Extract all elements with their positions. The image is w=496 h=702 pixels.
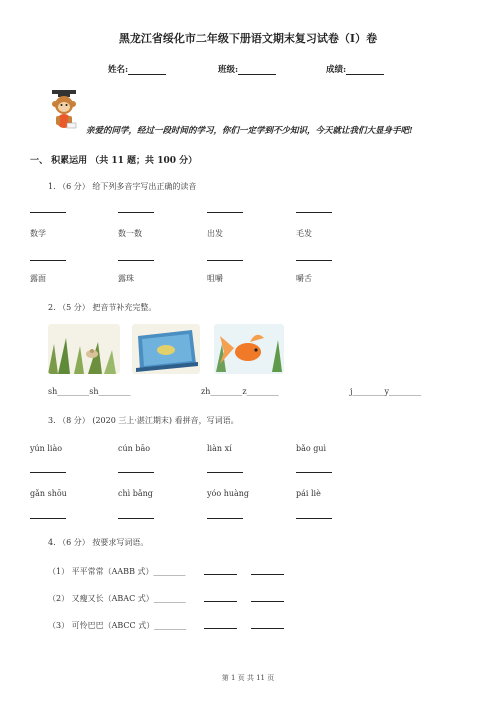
grass-scene-image <box>48 324 120 374</box>
answer-blank[interactable] <box>296 260 332 261</box>
word-cell: 数学 <box>30 229 46 238</box>
greeting-text: 亲爱的同学，经过一段时间的学习，你们一定学到不少知识，今天就让我们大显身手吧! <box>86 126 413 136</box>
answer-blank[interactable] <box>251 628 284 629</box>
question-4-item-3: （3） 可怜巴巴（ABCC 式）________ <box>48 621 187 630</box>
mat-image <box>132 324 200 374</box>
pinyin-cell: cún bāo <box>118 444 151 453</box>
answer-blank[interactable] <box>118 212 154 213</box>
word-cell: 露珠 <box>118 274 134 283</box>
question-2-title: 2. （5 分） 把音节补充完整。 <box>48 303 157 312</box>
goldfish-image <box>214 324 284 374</box>
answer-blank[interactable] <box>204 628 237 629</box>
pinyin-cell: bǎo guì <box>296 444 327 453</box>
pinyin-cell: gǎn shōu <box>30 489 67 498</box>
word-cell: 咀嚼 <box>207 274 223 283</box>
page-footer: 第 1 页 共 11 页 <box>221 674 275 682</box>
answer-blank[interactable] <box>30 472 66 473</box>
syllable-blank-1[interactable]: sh________sh________ <box>48 387 131 396</box>
answer-blank[interactable] <box>30 518 66 519</box>
word-cell: 数一数 <box>118 229 142 238</box>
word-cell: 嚼舌 <box>296 274 312 283</box>
pinyin-cell: chì bǎng <box>118 489 153 498</box>
question-3-title: 3. （8 分） (2020 三上·湛江期末) 看拼音，写词语。 <box>48 416 239 425</box>
question-4-item-2: （2） 又瘦又长（ABAC 式）________ <box>48 594 186 603</box>
answer-blank[interactable] <box>207 260 243 261</box>
score-field <box>326 63 384 75</box>
answer-blank[interactable] <box>251 601 284 602</box>
answer-blank[interactable] <box>207 472 243 473</box>
question-1-title: 1. （6 分） 给下列多音字写出正确的读音 <box>48 182 197 191</box>
name-field <box>108 63 166 75</box>
answer-blank[interactable] <box>118 472 154 473</box>
page-title: 黑龙江省绥化市二年级下册语文期末复习试卷（I）卷 <box>118 32 378 45</box>
answer-blank[interactable] <box>118 518 154 519</box>
monkey-mascot-icon <box>44 88 84 130</box>
syllable-blank-3[interactable]: j________y________ <box>350 387 421 396</box>
name-blank[interactable] <box>128 65 166 75</box>
answer-blank[interactable] <box>204 601 237 602</box>
class-blank[interactable] <box>238 65 276 75</box>
pinyin-cell: pái liè <box>296 489 321 498</box>
section-heading: 一、 积累运用 （共 11 题；共 100 分） <box>30 156 198 166</box>
answer-blank[interactable] <box>118 260 154 261</box>
name-label: 姓名: <box>108 65 129 75</box>
answer-blank[interactable] <box>296 212 332 213</box>
score-blank[interactable] <box>346 65 384 75</box>
answer-blank[interactable] <box>296 518 332 519</box>
answer-blank[interactable] <box>30 260 66 261</box>
answer-blank[interactable] <box>251 574 284 575</box>
class-field <box>218 63 276 75</box>
question-4-item-1: （1） 平平常常（AABB 式）________ <box>48 567 186 576</box>
answer-blank[interactable] <box>207 212 243 213</box>
word-cell: 毛发 <box>296 229 312 238</box>
pinyin-cell: liàn xí <box>207 444 232 453</box>
syllable-blank-2[interactable]: zh________z________ <box>201 387 279 396</box>
word-cell: 出发 <box>207 229 223 238</box>
answer-blank[interactable] <box>296 472 332 473</box>
answer-blank[interactable] <box>30 212 66 213</box>
pinyin-cell: yóo huàng <box>207 489 250 498</box>
question-4-title: 4. （6 分） 按要求写词语。 <box>48 538 149 547</box>
word-cell: 露面 <box>30 274 46 283</box>
answer-blank[interactable] <box>204 574 237 575</box>
score-label: 成绩: <box>326 65 347 75</box>
pinyin-cell: yún liào <box>30 444 63 453</box>
answer-blank[interactable] <box>207 518 243 519</box>
class-label: 班级: <box>218 65 239 75</box>
